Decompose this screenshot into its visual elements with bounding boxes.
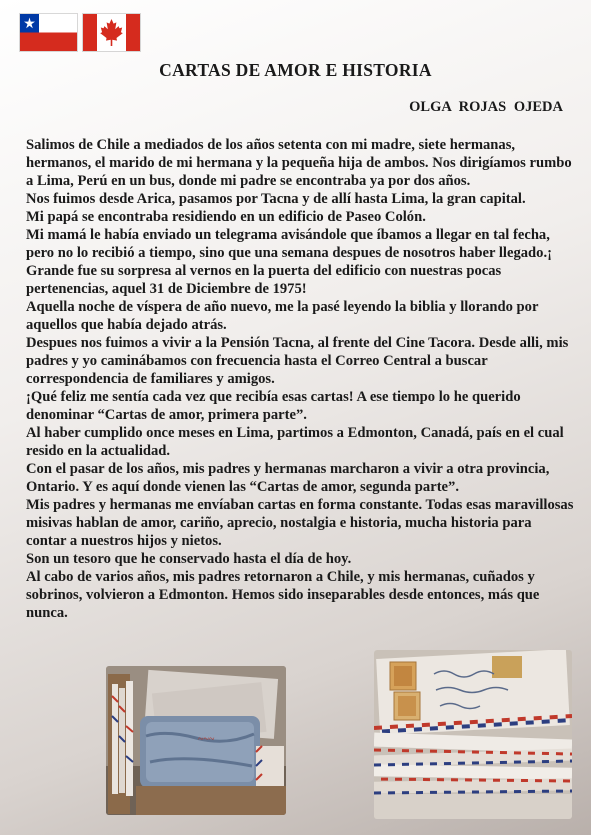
paragraph: Nos fuimos desde Arica, pasamos por Tacna y de allí hasta Lima, la gran capital. [26, 191, 526, 207]
paragraph: Mi papá se encontraba residiendo en un edificio de Paseo Colón. [26, 209, 426, 225]
airmail-envelopes-photo [374, 650, 572, 819]
paragraph: Aquella noche de víspera de año nuevo, me la pasé leyendo la biblia y llorando por aquellos que había dejado atrás. [26, 299, 539, 333]
paragraph: Al cabo de varios años, mis padres retornaron a Chile, y mis hermanas, cuñados y sobrinos, volvieron a Edmonton. Hemos sido inseparables desde entonces, más que nunca. [26, 569, 540, 621]
canada-flag-icon [83, 14, 140, 51]
paragraph: Al haber cumplido once meses en Lima, partimos a Edmonton, Canadá, país en el cual resido en la actualidad. [26, 425, 564, 459]
paragraph: Mis padres y hermanas me envíaban cartas en forma constante. Todas esas maravillosas misivas hablan de amor, cariño, aprecio, nostalgia e historia, mucha historia para contar a nuestros hijos y nietos. [26, 497, 574, 549]
svg-text:~~~: ~~~ [198, 734, 215, 745]
story-text [26, 136, 574, 622]
paragraph: Salimos de Chile a mediados de los años setenta con mi madre, siete hermanas, hermanos, el marido de mi hermana y la pequeña hija de ambos. Nos dirigíamos rumbo a Lima, Perú en un bus, donde mi padre se encontraba ya por dos años. [26, 137, 572, 189]
chile-flag-icon [20, 14, 77, 51]
paragraph: Despues nos fuimos a vivir a la Pensión Tacna, al frente del Cine Tacora. Desde alli, mis padres y yo caminábamos con frecuencia hasta el Correo Central a buscar correspondencia de familiares y amigos. [26, 335, 569, 387]
paragraph: Mi mamá le había enviado un telegrama avisándole que íbamos a llegar en tal fecha, pero no lo recibió a tiempo, sino que una semana despues de nosotros haber llegado.¡ Grande fue su sorpresa al vernos en la puerta del edificio con nuestras pocas pertenencias, aquel 31 de Diciembre de 1975! [26, 227, 552, 297]
letters-box-photo [106, 666, 286, 815]
paragraph: ¡Qué feliz me sentía cada vez que recibía esas cartas! A ese tiempo lo he querido denominar “Cartas de amor, primera parte”. [26, 389, 521, 423]
paragraph: Son un tesoro que he conservado hasta el día de hoy. [26, 551, 352, 567]
page-title: CARTAS DE AMOR E HISTORIA [159, 60, 432, 80]
paragraph: Con el pasar de los años, mis padres y hermanas marcharon a vivir a otra provincia, Ontario. Y es aquí donde vienen las “Cartas de amor, segunda parte”. [26, 461, 550, 495]
author-name: OLGA ROJAS OJEDA [409, 99, 563, 115]
